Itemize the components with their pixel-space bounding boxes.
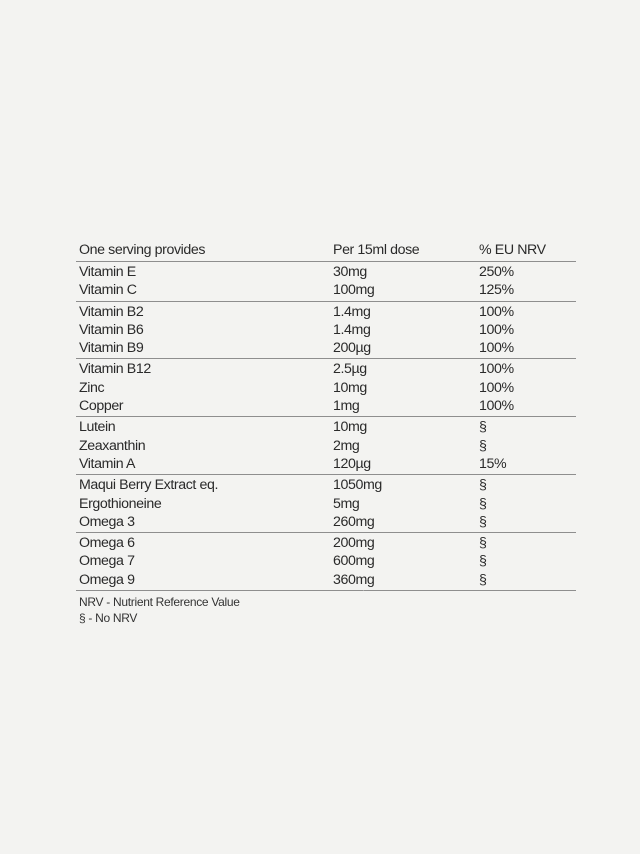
table-group xyxy=(76,302,576,360)
nutrient-dose: 1050mg xyxy=(333,477,382,494)
nutrient-dose: 10mg xyxy=(333,419,367,436)
table-row xyxy=(76,303,576,321)
nutrient-dose: 1mg xyxy=(333,398,360,415)
nutrient-dose: 260mg xyxy=(333,513,375,530)
nutrient-nrv: § xyxy=(479,513,487,530)
nutrient-dose: 100mg xyxy=(333,282,375,299)
table-group xyxy=(76,533,576,591)
nutrient-nrv: § xyxy=(479,477,487,494)
nutrient-nrv: 100% xyxy=(479,340,514,357)
nutrient-nrv: 100% xyxy=(479,379,514,396)
nutrient-name: Vitamin B9 xyxy=(79,340,144,357)
nutrient-nrv: § xyxy=(479,437,487,454)
header-nutrient: One serving provides xyxy=(79,242,206,258)
table-row xyxy=(76,418,576,436)
nutrient-dose: 5mg xyxy=(333,495,360,512)
nutrient-dose: 600mg xyxy=(333,553,375,570)
table-group xyxy=(76,417,576,475)
nutrition-table xyxy=(76,240,576,626)
table-row xyxy=(76,437,576,455)
nutrient-dose: 360mg xyxy=(333,571,375,588)
nutrient-name: Zeaxanthin xyxy=(79,437,146,454)
nutrient-name: Ergothioneine xyxy=(79,495,162,512)
table-row xyxy=(76,263,576,281)
nutrient-dose: 200µg xyxy=(333,340,371,357)
footnote-no-nrv: § - No NRV xyxy=(79,610,138,625)
table-row xyxy=(76,321,576,339)
nutrient-name: Zinc xyxy=(79,379,105,396)
table-row xyxy=(76,379,576,397)
table-row xyxy=(76,495,576,513)
nutrient-nrv: 15% xyxy=(479,455,507,472)
nutrient-nrv: § xyxy=(479,495,487,512)
nutrient-nrv: 100% xyxy=(479,303,514,320)
table-row xyxy=(76,339,576,357)
nutrient-nrv: 100% xyxy=(479,398,514,415)
table-row xyxy=(76,552,576,570)
nutrient-dose: 2mg xyxy=(333,437,360,454)
nutrient-dose: 1.4mg xyxy=(333,321,371,338)
nutrient-nrv: 100% xyxy=(479,361,514,378)
header-nrv: % EU NRV xyxy=(479,242,546,258)
table-row xyxy=(76,397,576,415)
nutrient-dose: 1.4mg xyxy=(333,303,371,320)
table-header xyxy=(76,240,576,262)
nutrient-name: Vitamin E xyxy=(79,264,136,280)
table-row xyxy=(76,534,576,552)
nutrient-name: Lutein xyxy=(79,419,116,436)
nutrient-name: Vitamin B2 xyxy=(79,303,144,320)
nutrient-name: Omega 6 xyxy=(79,535,135,552)
nutrient-name: Omega 9 xyxy=(79,571,135,588)
nutrient-dose: 30mg xyxy=(333,264,367,280)
nutrient-nrv: § xyxy=(479,535,487,552)
header-dose: Per 15ml dose xyxy=(333,242,420,258)
nutrient-dose: 120µg xyxy=(333,455,371,472)
table-group xyxy=(76,359,576,417)
nutrient-name: Omega 7 xyxy=(79,553,135,570)
table-row xyxy=(76,281,576,299)
nutrient-name: Vitamin A xyxy=(79,455,136,472)
nutrient-nrv: 125% xyxy=(479,282,514,299)
footnotes xyxy=(76,595,576,626)
table-row xyxy=(76,571,576,589)
nutrient-nrv: 250% xyxy=(479,264,514,280)
table-row xyxy=(76,360,576,378)
table-row xyxy=(76,513,576,531)
nutrient-dose: 2.5µg xyxy=(333,361,367,378)
nutrient-name: Vitamin B6 xyxy=(79,321,144,338)
nutrient-nrv: § xyxy=(479,571,487,588)
nutrient-nrv: § xyxy=(479,419,487,436)
nutrient-dose: 10mg xyxy=(333,379,367,396)
nutrient-name: Copper xyxy=(79,398,124,415)
stray-dot xyxy=(363,590,364,591)
table-row xyxy=(76,455,576,473)
table-group xyxy=(76,475,576,533)
nutrient-name: Maqui Berry Extract eq. xyxy=(79,477,219,494)
nutrient-dose: 200mg xyxy=(333,535,375,552)
nutrient-name: Vitamin C xyxy=(79,282,137,299)
nutrient-nrv: § xyxy=(479,553,487,570)
table-group xyxy=(76,262,576,302)
nutrient-name: Omega 3 xyxy=(79,513,135,530)
nutrient-name: Vitamin B12 xyxy=(79,361,151,378)
table-row xyxy=(76,476,576,494)
nutrient-nrv: 100% xyxy=(479,321,514,338)
footnote-nrv: NRV - Nutrient Reference Value xyxy=(79,595,240,610)
